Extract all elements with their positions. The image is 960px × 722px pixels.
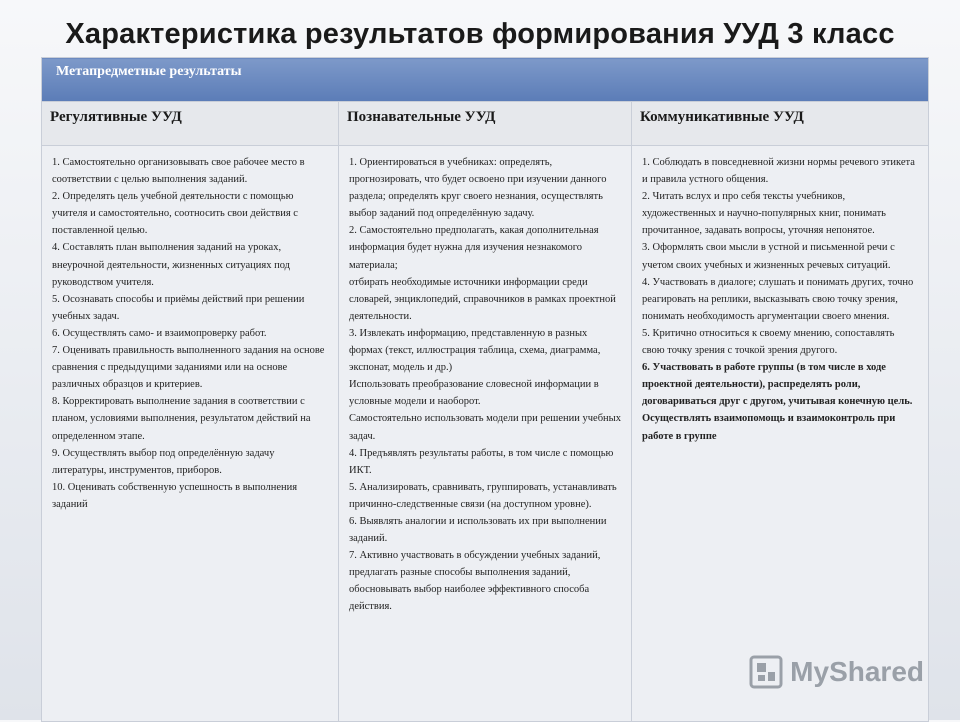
list-item: 8. Корректировать выполнение задания в соответствии с планом, условиями выполнения, результатом действий на определенном этапе. <box>52 396 311 442</box>
cell-communicative <box>632 146 929 722</box>
list-item: 1. Соблюдать в повседневной жизни нормы речевого этикета и правила устного общения. <box>642 157 915 186</box>
header-communicative: Коммуникативные УУД <box>632 102 929 146</box>
list-item: 9. Осуществлять выбор под определённую задачу литературы, инструментов, приборов. <box>52 447 275 476</box>
list-item: 6. Выявлять аналогии и использовать их при выполнении заданий. <box>349 515 607 545</box>
list-item: 5. Критично относиться к своему мнению, сопоставлять свою точку зрения с точкой зрения другого. <box>642 327 895 357</box>
list-item: 2. Читать вслух и про себя тексты учебников, художественных и научно-популярных книг, понимать прочитанное, задавать вопросы, уточняя непонятое. <box>642 191 886 237</box>
list-item: 4. Участвовать в диалоге; слушать и понимать других, точно реагировать на реплики, высказывать свою точку зрения, понимать необходимость аргументации своего мнения. <box>642 276 914 322</box>
list-item: 1. Ориентироваться в учебниках: определять, прогнозировать, что будет освоено при изучении данного раздела; определять круг своего незнания, осуществлять выбор заданий под определённую задачу. <box>349 157 607 220</box>
watermark-text: MyShared <box>790 656 924 687</box>
list-item: Использовать преобразование словесной информации в условные модели и наоборот. <box>349 379 599 408</box>
header-cognitive: Познавательные УУД <box>339 102 632 146</box>
myshared-watermark[interactable] <box>748 654 924 690</box>
list-item: 3. Извлекать информацию, представленную в разных формах (текст, иллюстрация таблица, схема, диаграмма, экспонат, модель и др.) <box>349 327 601 374</box>
list-item: 1. Самостоятельно организовывать свое рабочее место в соответствии с целью выполнения заданий. <box>52 157 305 186</box>
list-item: Самостоятельно использовать модели при решении учебных задач. <box>349 413 621 442</box>
cell-cognitive <box>339 146 632 722</box>
header-regulative: Регулятивные УУД <box>42 102 339 146</box>
list-item: 3. Оформлять свои мысли в устной и письменной речи с учетом своих учебных и жизненных речевых ситуаций. <box>642 242 895 271</box>
list-item: 5. Анализировать, сравнивать, группировать, устанавливать причинно-следственные связи (на доступном уровне). <box>349 481 617 510</box>
list-item: 10. Оценивать собственную успешность в выполнения заданий <box>52 481 298 510</box>
list-item: 5. Осознавать способы и приёмы действий при решении учебных задач. <box>52 293 305 322</box>
cell-regulative <box>42 146 339 722</box>
banner-label: Метапредметные результаты <box>56 64 242 79</box>
list-item: 2. Самостоятельно предполагать, какая дополнительная информация будет нужна для изучения незнакомого материала; <box>349 225 599 271</box>
list-item: 7. Активно участвовать в обсуждении учебных заданий, предлагать разные способы выполнения заданий, обосновывать выбор наиболее эффективного способа действия. <box>349 550 601 613</box>
page-title: Характеристика результатов формирования УУД 3 класс <box>65 18 895 50</box>
banner-cell <box>42 58 929 102</box>
list-item: 6. Осуществлять само- и взаимопроверку работ. <box>52 327 267 339</box>
list-item: 4. Составлять план выполнения заданий на уроках, внеурочной деятельности, жизненных ситуациях под руководством учителя. <box>52 242 291 288</box>
list-item: 4. Предъявлять результаты работы, в том числе с помощью ИКТ. <box>349 447 614 476</box>
myshared-logo-icon <box>748 654 784 690</box>
uud-table <box>41 57 929 722</box>
list-item: 6. Участвовать в работе группы (в том числе в ходе проектной деятельности), распределять роли, договариваться друг с другом, учитывая конечную цель. <box>642 362 913 408</box>
list-item: 2. Определять цель учебной деятельности с помощью учителя и самостоятельно, соотносить свои действия с поставленной целью. <box>52 191 298 237</box>
list-item: 7. Оценивать правильность выполненного задания на основе сравнения с предыдущими заданиями или на основе различных образцов и критериев. <box>52 345 325 391</box>
list-item: отбирать необходимые источники информации среди словарей, энциклопедий, справочников в рамках проектной деятельности. <box>349 276 616 322</box>
list-item: Осуществлять взаимопомощь и взаимоконтроль при работе в группе <box>642 413 896 442</box>
